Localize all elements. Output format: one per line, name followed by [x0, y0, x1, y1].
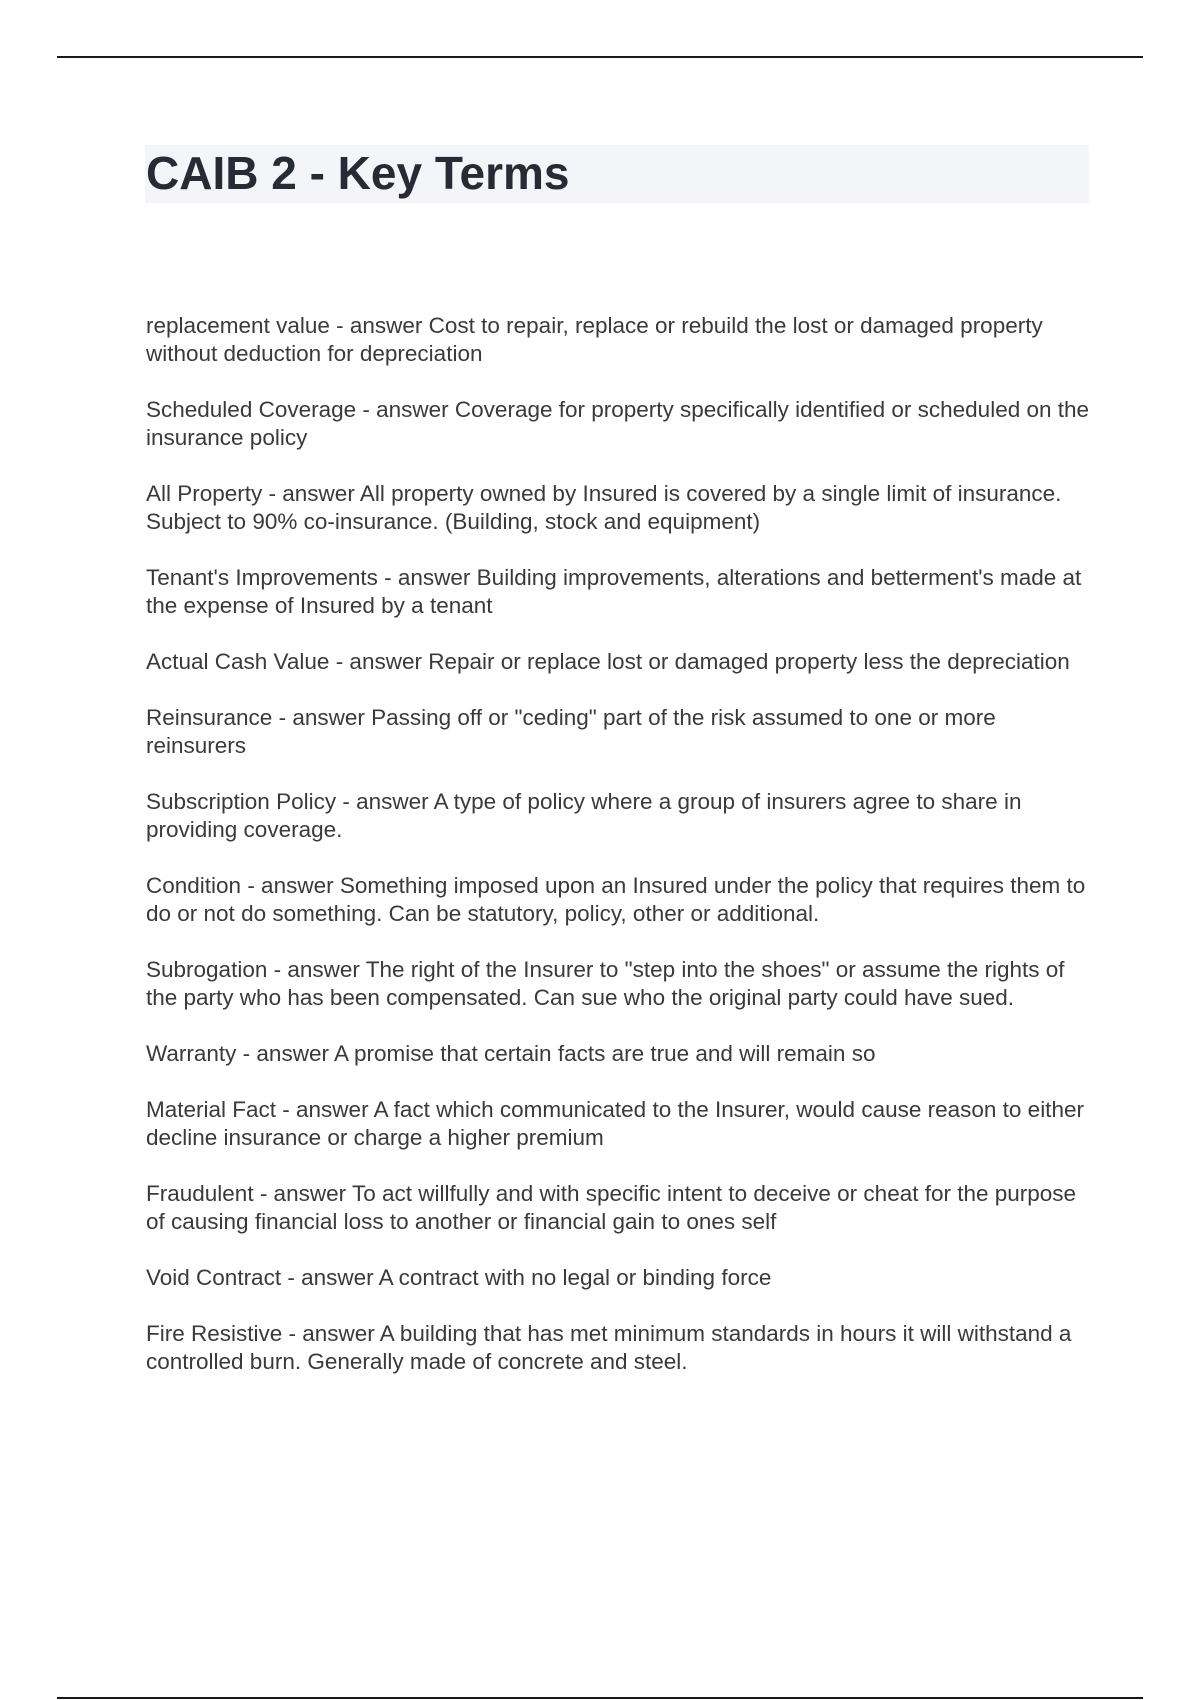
- term-item: Actual Cash Value - answer Repair or replace lost or damaged property less the depreciation: [146, 649, 1070, 674]
- term-item: replacement value - answer Cost to repair, replace or rebuild the lost or damaged property without deduction for depreciation: [146, 313, 1043, 366]
- term-item: Warranty - answer A promise that certain facts are true and will remain so: [146, 1041, 876, 1066]
- term-item: Reinsurance - answer Passing off or "ceding" part of the risk assumed to one or more reinsurers: [146, 705, 996, 758]
- term-item: Material Fact - answer A fact which communicated to the Insurer, would cause reason to either decline insurance or charge a higher premium: [146, 1097, 1084, 1150]
- term-item: Condition - answer Something imposed upon an Insured under the policy that requires them to do or not do something. Can be statutory, policy, other or additional.: [146, 873, 1086, 926]
- page-title: CAIB 2 - Key Terms: [146, 147, 570, 199]
- term-item: All Property - answer All property owned by Insured is covered by a single limit of insurance. Subject to 90% co-insurance. (Building, stock and equipment): [146, 481, 1062, 534]
- footer-rule: [57, 1697, 1143, 1699]
- term-item: Fraudulent - answer To act willfully and with specific intent to deceive or cheat for the purpose of causing financial loss to another or financial gain to ones self: [146, 1181, 1077, 1234]
- term-item: Subscription Policy - answer A type of policy where a group of insurers agree to share in providing coverage.: [146, 789, 1022, 842]
- term-item: Subrogation - answer The right of the Insurer to "step into the shoes" or assume the rights of the party who has been compensated. Can sue who the original party could have sued.: [146, 957, 1065, 1010]
- term-item: Tenant's Improvements - answer Building improvements, alterations and betterment's made at the expense of Insured by a tenant: [146, 565, 1082, 618]
- term-item: Scheduled Coverage - answer Coverage for property specifically identified or scheduled on the insurance policy: [146, 397, 1090, 450]
- terms-list: [146, 312, 1096, 1404]
- header-rule: [57, 56, 1143, 58]
- term-item: Void Contract - answer A contract with no legal or binding force: [146, 1265, 772, 1290]
- term-item: Fire Resistive - answer A building that has met minimum standards in hours it will withstand a controlled burn. Generally made of concrete and steel.: [146, 1321, 1072, 1374]
